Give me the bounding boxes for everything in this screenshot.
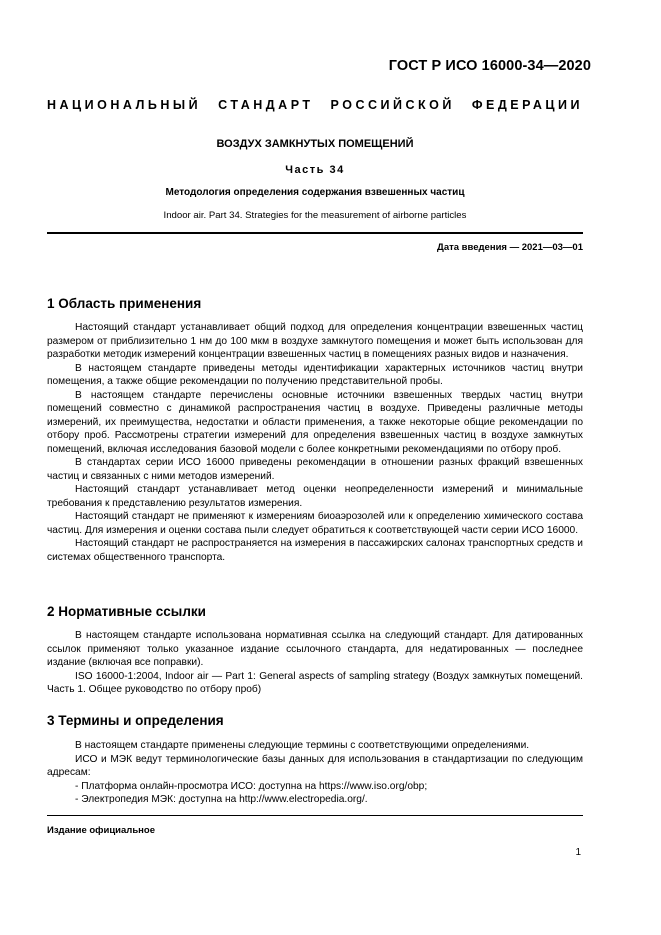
list-item: - Электропедия МЭК: доступна на http://www.electropedia.org/.	[75, 794, 368, 805]
paragraph: В настоящем стандарте перечислены основные источники взвешенных твердых частиц внутри помещений совместно с динамикой распространения частиц в воздухе. Приведены различные методы измерений, их преимущества, недостатки и области применения, а также некоторые общие рекомендации по отбору проб. Рассмотрены стратегии измерений для определения взвешенных частиц в воздухе замкнутых помещений, включая исследования базовой модели с более конкретными рекомендациями по отбору проб.	[47, 389, 583, 455]
section-1-body	[47, 321, 583, 564]
section-3-heading: 3 Термины и определения	[47, 713, 224, 728]
paragraph: Настоящий стандарт не распространяется на измерения в пассажирских салонах транспортных средств и системах общественного транспорта.	[47, 538, 583, 563]
part-label: Часть 34	[285, 164, 345, 176]
paragraph: В настоящем стандарте приведены методы идентификации характерных источников частиц внутри помещения, а также общие рекомендации по получению представительной пробы.	[47, 362, 583, 387]
page-number: 1	[575, 847, 581, 858]
english-title: Indoor air. Part 34. Strategies for the measurement of airborne particles	[163, 210, 467, 221]
section-1-heading: 1 Область применения	[47, 296, 202, 311]
list-item: - Платформа онлайн-просмотра ИСО: доступна на https://www.iso.org/obp;	[75, 780, 428, 792]
section-2-body	[47, 629, 583, 697]
paragraph: Настоящий стандарт устанавливает общий подход для определения концентрации взвешенных частиц размером от приблизительно 1 нм до 100 мкм в воздухе замкнутого помещения и может быть использован для разработки методик измерений концентрации взвешенных частиц в помещениях разных видов и назначения.	[47, 322, 583, 360]
paragraph: В настоящем стандарте применены следующие термины с соответствующими определениями.	[75, 740, 530, 751]
paragraph: ИСО и МЭК ведут терминологические базы данных для использования в стандартизации по следующим адресам:	[47, 753, 583, 778]
paragraph: Настоящий стандарт устанавливает метод оценки неопределенности измерений и минимальные требования к представлению результатов измерения.	[47, 484, 583, 509]
document-title: ВОЗДУХ ЗАМКНУТЫХ ПОМЕЩЕНИЙ	[216, 138, 414, 150]
paragraph: В стандартах серии ИСО 16000 приведены рекомендации в отношении разных фракций взвешенных частиц и связанных с ними методов измерений.	[47, 457, 583, 482]
footer-rule	[47, 815, 583, 816]
document-subtitle: Методология определения содержания взвешенных частиц	[165, 187, 465, 198]
publisher-note: Издание официальное	[47, 825, 155, 836]
paragraph: В настоящем стандарте использована нормативная ссылка на следующий стандарт. Для датированных ссылок применяют только указанное издание ссылочного стандарта, для недатированных — последнее издание (включая все поправки).	[47, 630, 583, 668]
standard-code: ГОСТ Р ИСО 16000-34—2020	[388, 58, 591, 74]
introduction-date: Дата введения — 2021—03—01	[437, 242, 583, 253]
header-rule	[47, 232, 583, 234]
section-2-heading: 2 Нормативные ссылки	[47, 604, 206, 619]
paragraph: ISO 16000-1:2004, Indoor air — Part 1: General aspects of sampling strategy (Воздух замкнутых помещений. Часть 1. Общее руководство по отбору проб)	[47, 670, 583, 695]
section-3-body	[47, 739, 583, 807]
paragraph: Настоящий стандарт не применяют к измерениям биоаэрозолей или к определению химического состава частиц. Для измерения и оценки состава пыли следует обратиться к соответствующей части серии ИСО 16000.	[47, 511, 583, 536]
national-standard-heading: НАЦИОНАЛЬНЫЙ СТАНДАРТ РОССИЙСКОЙ ФЕДЕРАЦИИ	[47, 98, 583, 112]
